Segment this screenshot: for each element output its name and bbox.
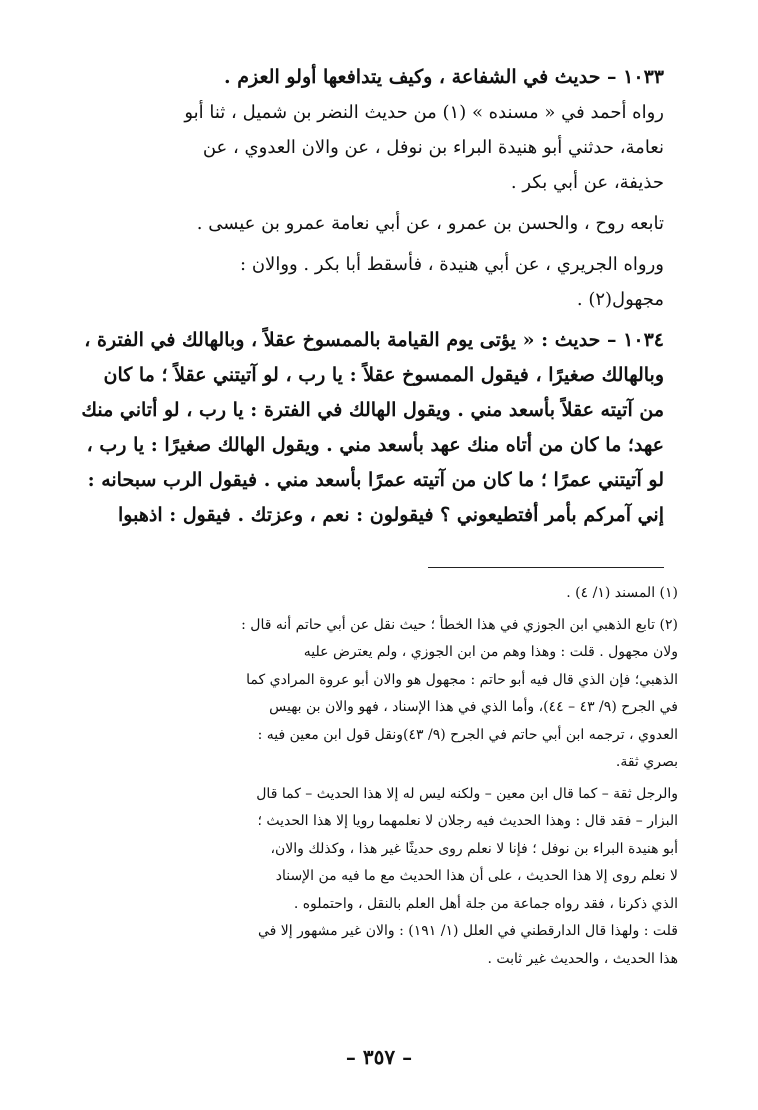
paragraph-3	[72, 247, 664, 317]
text-line: حذيفة، عن أبي بكر .	[510, 172, 664, 193]
footnotes	[72, 580, 678, 973]
footnote-2-line: (٢) تابع الذهبي ابن الجوزي في هذا الخطأ ؛ حيث نقل عن أبي حاتم أنه قال :	[241, 616, 678, 633]
footnote-2-line: الذي ذكرنا ، فقد رواه جماعة من جلة أهل العلم بالنقل ، واحتملوه .	[293, 895, 678, 912]
footnote-2-line: البزار – فقد قال : وهذا الحديث فيه رجلان لا نعلمهما رويا إلا هذا الحديث ؛	[257, 813, 678, 829]
paragraph-1	[72, 95, 664, 200]
text-line: نعامة، حدثني أبو هنيدة البراء بن نوفل ، عن والان العدوي ، عن	[202, 137, 664, 158]
footnote-2-line: العدوي ، ترجمه ابن أبي حاتم في الجرح (٩/ ٤٣)ونقل قول ابن معين فيه :	[257, 726, 678, 743]
footnote-2-line: قلت : ولهذا قال الدارقطني في العلل (١/ ١٩١) : والان غير مشهور إلا في	[258, 923, 678, 939]
footnote-2-line: لا نعلم روى إلا هذا الحديث ، على أن هذا الحديث مع ما فيه من الإسناد	[275, 868, 678, 884]
footnote-2-line: أبو هنيدة البراء بن نوفل ؛ فإنا لا نعلم روى حديثًا غير هذا ، وكذلك والان،	[270, 840, 678, 857]
hadith-line: عهد؛ ما كان من أتاه منك عهد بأسعد مني . ويقول الهالك صغيرًا : يا رب ،	[86, 434, 664, 456]
footnote-1: (١) المسند (١/ ٤) .	[566, 585, 678, 601]
hadith-line: ١٠٣٤ – حديث : « يؤتى يوم القيامة بالممسوخ عقلاً ، وبالهالك في الفترة ،	[84, 329, 664, 351]
hadith-line: إني آمركم بأمر أفتطيعوني ؟ فيقولون : نعم ، وعزتك . فيقول : اذهبوا	[118, 504, 664, 526]
footnote-2-line: الذهبي؛ فإن الذي قال فيه أبو حاتم : مجهول هو والان أبو عروة المرادي كما	[246, 671, 678, 688]
entry-heading: ١٠٣٣ – حديث في الشفاعة ، وكيف يتدافعها أولو العزم .	[224, 66, 664, 88]
text-line: تابعه روح ، والحسن بن عمرو ، عن أبي نعامة عمرو بن عيسى .	[196, 213, 664, 234]
text-line: ورواه الجريري ، عن أبي هنيدة ، فأسقط أبا بكر . ووالان :	[240, 254, 664, 275]
text-line: مجهول(٢) .	[576, 289, 664, 310]
text-line: رواه أحمد في « مسنده » (١) من حديث النضر بن شميل ، ثنا أبو	[184, 102, 664, 123]
footnote-divider	[428, 567, 664, 568]
footnote-2-line: هذا الحديث ، والحديث غير ثابت .	[487, 950, 678, 967]
footnote-2-line: بصري ثقة.	[615, 754, 678, 770]
hadith-line: من آتيته عقلاً بأسعد مني . ويقول الهالك في الفترة : يا رب ، لو أتاني منك	[81, 399, 664, 421]
hadith-entry	[72, 323, 664, 533]
hadith-line: وبالهالك صغيرًا ، فيقول الممسوخ عقلاً : يا رب ، لو آتيتني عقلاً ؛ ما كان	[103, 364, 664, 386]
paragraph-2	[72, 206, 664, 241]
page-number: – ٣٥٧ –	[345, 1045, 413, 1069]
main-text	[72, 60, 664, 539]
footnote-2-line: ولان مجهول . قلت : وهذا وهم من ابن الجوزي ، ولم يعترض عليه	[303, 644, 678, 660]
footnote-2-line: في الجرح (٩/ ٤٣ – ٤٤)، وأما الذي في هذا الإسناد ، فهو والان بن بهيس	[269, 699, 678, 715]
hadith-line: لو آتيتني عمرًا ؛ ما كان من آتيته عمرًا بأسعد مني . فيقول الرب سبحانه :	[87, 469, 664, 491]
footnote-2-line: والرجل ثقة – كما قال ابن معين – ولكنه ليس له إلا هذا الحديث – كما قال	[256, 785, 678, 802]
